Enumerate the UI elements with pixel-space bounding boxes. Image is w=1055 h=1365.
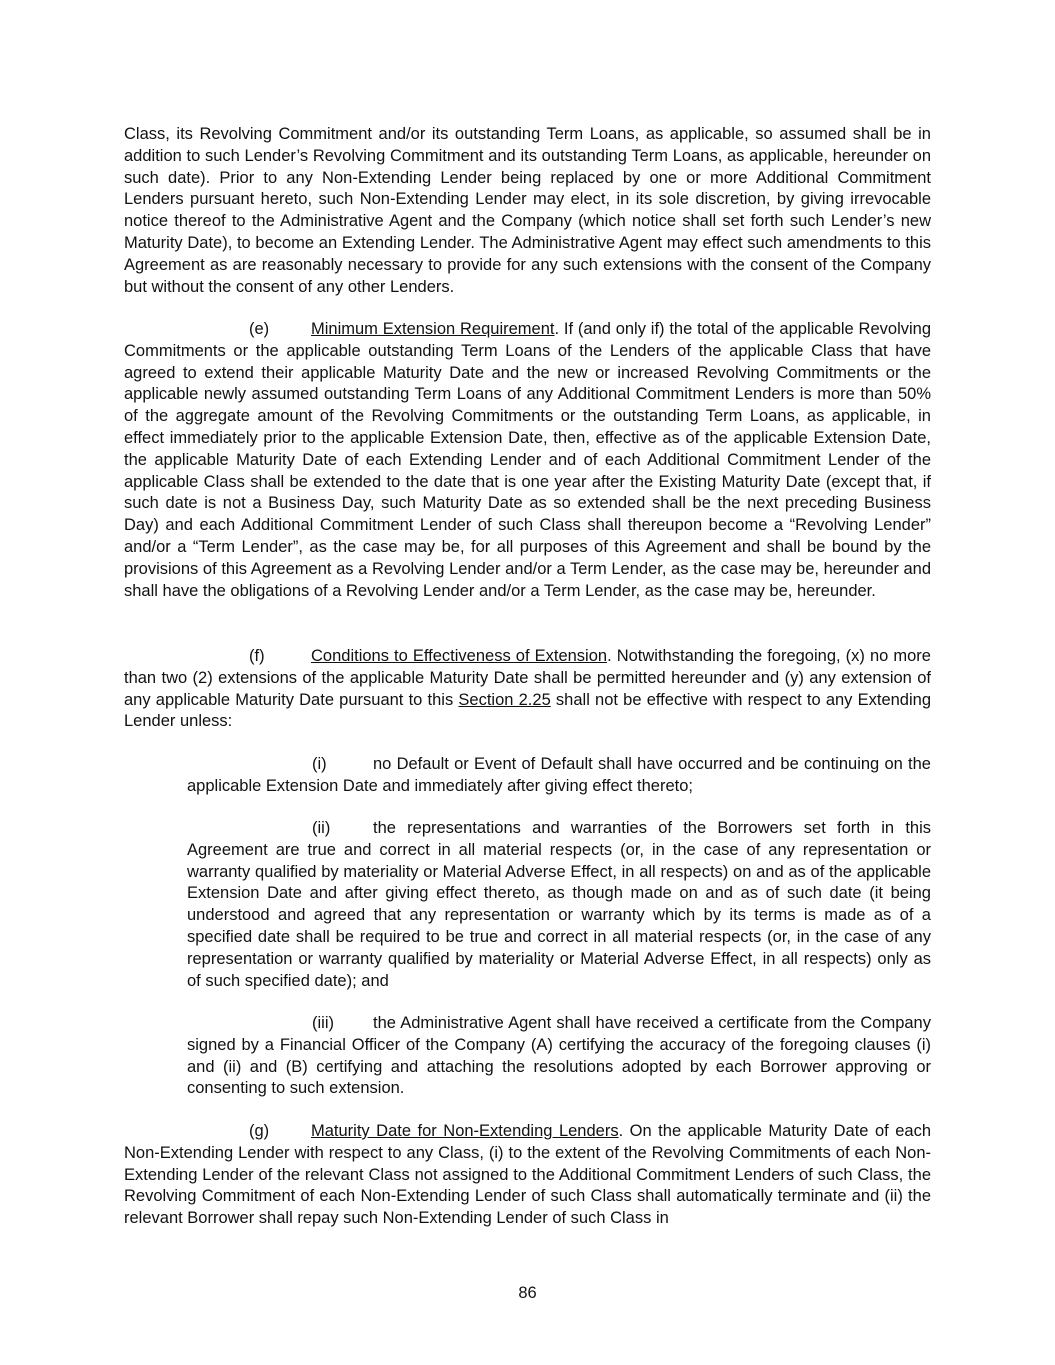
page-number: 86 — [518, 1284, 537, 1302]
clause-ii-label: (ii) — [312, 819, 331, 837]
section-g-paragraph — [124, 1121, 931, 1230]
section-g-label: (g) — [249, 1122, 270, 1140]
section-reference: Section 2.25 — [458, 690, 551, 709]
clause-i-paragraph — [187, 754, 931, 798]
section-e-paragraph — [124, 319, 931, 602]
section-e-text: . If (and only if) the total of the applicable Revolving Commitments or the applicable outstanding Term Loans of the Lenders of the applicable Class that have agreed to extend their applicable Maturity Date and the new or increased Revolving Commitments or the applicable newly assumed outstanding Term Loans of any Additional Commitment Lenders is more than 50% of the aggregate amount of the Revolving Commitments or the outstanding Term Loans, as applicable, in effect immediately prior to the applicable Extension Date, then, effective as of the applicable Extension Date, the applicable Maturity Date of each Extending Lender and of each Additional Commitment Lender of the applicable Class shall be extended to the date that is one year after the Existing Maturity Date (except that, if such date is not a Business Day, such Maturity Date as so extended shall be the next preceding Business Day) and each Additional Commitment Lender of such Class shall thereupon become a “Revolving Lender” and/or a “Term Lender”, as the case may be, for all purposes of this Agreement and shall be bound by the provisions of this Agreement as a Revolving Lender and/or a Term Lender, as the case may be, hereunder and shall have the obligations of a Revolving Lender and/or a Term Lender, as the case may be, hereunder. — [124, 320, 932, 600]
continuation-paragraph — [124, 124, 931, 298]
clause-ii-paragraph — [187, 818, 931, 992]
section-f-heading: Conditions to Effectiveness of Extension — [311, 647, 608, 665]
continuation-text: Class, its Revolving Commitment and/or its outstanding Term Loans, as applicable, so assumed shall be in addition to such Lender’s Revolving Commitment and its outstanding Term Loans, as applicable, hereunder on such date). Prior to any Non-Extending Lender being replaced by one or more Additional Commitment Lenders pursuant hereto, such Non-Extending Lender may elect, in its sole discretion, by giving irrevocable notice thereof to the Administrative Agent and the Company (which notice shall set forth such Lender’s new Maturity Date), to become an Extending Lender. The Administrative Agent may effect such amendments to this Agreement as are reasonably necessary to provide for any such extensions with the consent of the Company but without the consent of any other Lenders. — [124, 125, 931, 296]
clause-i-label: (i) — [312, 755, 327, 773]
section-f-paragraph — [124, 646, 931, 733]
clause-ii-text: the representations and warranties of the Borrowers set forth in this Agreement are true and correct in all material respects (or, in the case of any representation or warranty qualified by materiality or Material Adverse Effect, in all respects) on and as of the applicable Extension Date and after giving effect thereto, as though made on and as of such date (it being understood and agreed that any representation or warranty which by its terms is made as of a specified date shall be required to be true and correct in all material respects (or, in the case of any representation or warranty qualified by materiality or Material Adverse Effect, in all respects) only as of such specified date); and — [187, 819, 931, 990]
clause-iii-paragraph — [187, 1013, 931, 1100]
clause-iii-label: (iii) — [312, 1014, 334, 1032]
section-f-text-2: shall not be effective with respect to any Extending Lender unless: — [124, 690, 932, 731]
clause-i-text: no Default or Event of Default shall have occurred and be continuing on the applicable Extension Date and immediately after giving effect thereto; — [187, 755, 931, 795]
section-g-text: . On the applicable Maturity Date of each Non-Extending Lender with respect to any Class, (i) to the extent of the Revolving Commitments of each Non-Extending Lender of the relevant Class not assigned to the Additional Commitment Lenders of such Class, the Revolving Commitment of each Non-Extending Lender of such Class shall automatically terminate and (ii) the relevant Borrower shall repay such Non-Extending Lender of such Class in — [124, 1122, 931, 1228]
section-g-heading: Maturity Date for Non-Extending Lenders — [311, 1122, 619, 1140]
section-e-label: (e) — [249, 320, 270, 338]
clause-iii-text: the Administrative Agent shall have received a certificate from the Company signed by a Financial Officer of the Company (A) certifying the accuracy of the foregoing clauses (i) and (ii) and (B) certifying and attaching the resolutions adopted by each Borrower approving or consenting to such extension. — [187, 1014, 931, 1098]
section-e-heading: Minimum Extension Requirement — [311, 320, 555, 338]
section-f-text-1: . Notwithstanding the foregoing, (x) no more than two (2) extensions of the applicable Maturity Date shall be permitted hereunder and (y) any extension of any applicable Maturity Date pursuant to this — [124, 647, 931, 709]
section-f-label: (f) — [249, 647, 265, 665]
